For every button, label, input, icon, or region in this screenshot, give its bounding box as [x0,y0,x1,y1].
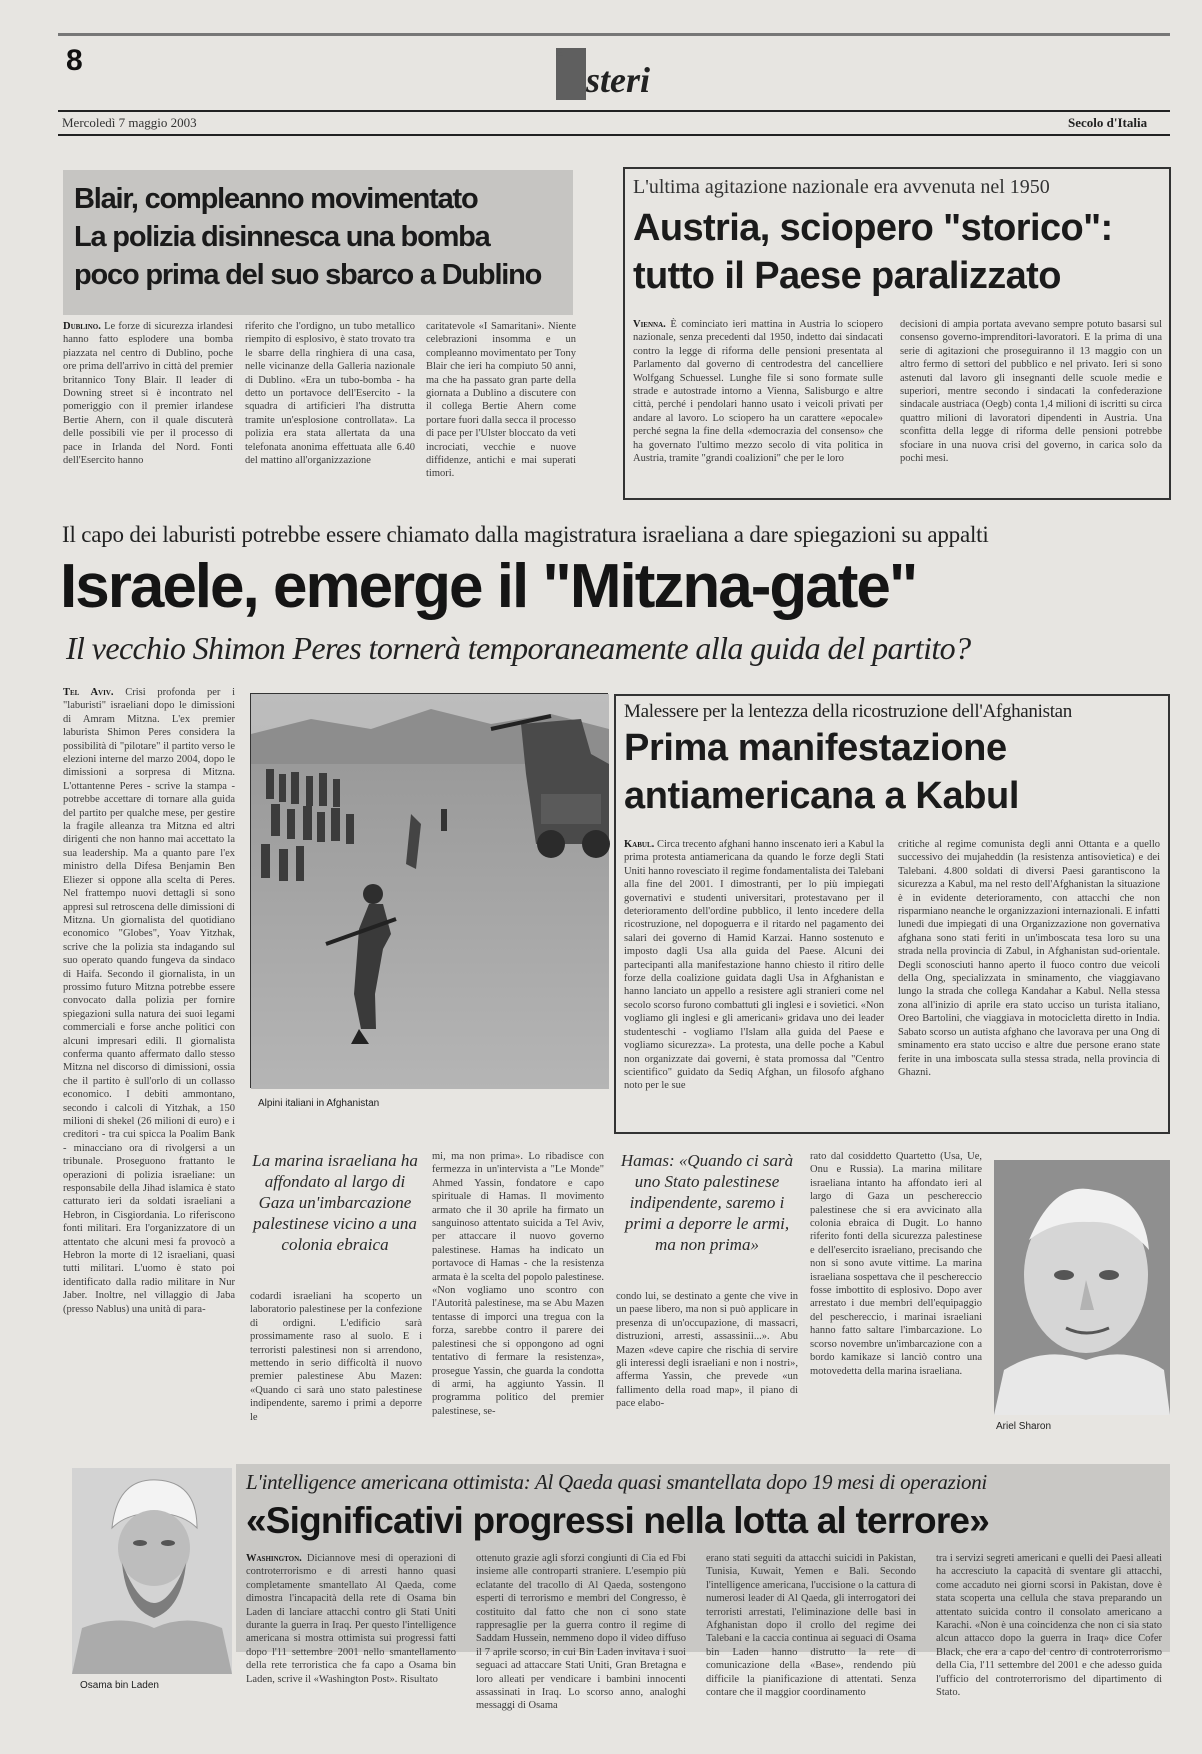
alpini-photo [250,693,608,1088]
austria-kicker: L'ultima agitazione nazionale era avvenuta nel 1950 [633,176,1050,198]
hamas-column-2 [810,1150,982,1438]
austria-body-1: È cominciato ieri mattina in Austria lo sciopero nazionale, senza precedenti dal 1950, indetto dai sindacati contro la legge di riforma delle pensioni presentata al Parlamento dal governo di centrodestra del cancelliere Wolfgang Schuessel. Lunghe file si sono formate sulle strade e autostrade intorno a Vienna, Salisburgo e altre città, perché i pendolari hanno usato i veicoli privati per andare al lavoro. Lo sciopero ha un carattere «epocale» perché segna la fine della «democrazia del consenso» che ha governato l'ultimo mezzo secolo di vita politica in Austria, tramite "grandi coalizioni" che per le loro [633,319,883,465]
blair-headline [74,180,541,294]
gaza-body-2: mi, ma non prima». Lo ribadisce con fermezza in un'intervista a "Le Monde" Ahmed Yassin, fondatore e capo spirituale di Hamas. Il movimento armato che il 30 aprile ha firmato un sanguinoso attentato suicida a Tel Aviv, per attaccare il nuovo governo palestinese. Hamas ha indicato un portavoce di Hamas - che la resistenza armata è la scelta del popolo palestinese. «Non vogliamo uno scontro con l'Autorità palestinese, ma se Abu Mazen tentasse di imporci una tregua con la forza, sarebbe contro il parere dei palestinesi che si oppongono ad ogni tentativo di fermare la resistenza», prosegue Yassin, che guarda la condotta di armi, ha aggiunto Yassin. Il programma politico del premier palestinese, se- [432,1151,604,1417]
israel-column [63,686,235,1438]
blair-column-2 [245,320,415,488]
austria-column-1 [633,318,883,493]
israel-kicker: Il capo dei laburisti potrebbe essere chiamato dalla magistratura israeliana a dare spiegazioni su appalti [62,522,989,547]
page-number: 8 [66,44,83,77]
kabul-column-2 [898,838,1160,1126]
osama-caption: Osama bin Laden [80,1680,159,1691]
israel-dateline: Tel Aviv. [63,687,114,698]
qaeda-kicker: L'intelligence americana ottimista: Al Qaeda quasi smantellata dopo 19 mesi di operazioni [246,1470,987,1494]
qaeda-dateline: Washington. [246,1553,302,1564]
blair-column-3 [426,320,576,488]
qaeda-headline: «Significativi progressi nella lotta al terrore» [246,1500,989,1541]
section-logo-name: steri [586,60,651,100]
hamas-body-2: rato dal cosiddetto Quartetto (Usa, Ue, Onu e Russia). La marina militare israeliana intanto ha affondato ieri al largo di Gaza un peschereccio palestinese che si era avvicinato alla colonia ebraica di Dugit. Lo hanno riferito fonti della sicurezza palestinese e dell'esercito israeliano, precisando che non si sono avute vittime. La marina israeliana sospettava che il peschereccio fosse imbottito di esplosivo. Dopo aver arrestato i due membri dell'equipaggio del peschereccio, i marinai israeliani hanno fatto saltare l'imbarcazione. Lo scorso novembre un'imbarcazione con a bordo kamikaze si lanciò contro una motovedetta della marina israeliana. [810,1151,982,1377]
austria-body-2: decisioni di ampia portata avevano sempre potuto basarsi sul consenso governo-imprenditori-lavoratori. E la prima di una serie di agitazioni che proseguiranno il 13 maggio con un altro fermo di settori del pubblico e nel privato. Ieri si sono astenuti dal lavoro gli insegnanti delle scuole medie e superiori, mentre secondo i sindacati la confederazione sindacale austriaca (Oegb) conta 1,4 milioni di iscritti su circa quattro milioni di lavoratori dipendenti in Austria. Una sconfitta della legge di riforma delle pensioni potrebbe sfociare in una nuova crisi del governo, in carica solo da pochi mesi. [900,319,1162,465]
hamas-column-1 [616,1290,798,1438]
blair-body-3: caritatevole «I Samaritani». Niente celebrazioni insomma e un compleanno movimentato per Tony Blair che ieri ha compiuto 50 anni, ma che ha passato gran parte della giornata a Dublino a discutere con il collega Bertie Ahern come portare fuori dalla secca il processo di pace per l'Ulster bloccato da veti incrociati, vecchie e nuove diffidenze, antichi e mai superati timori. [426,321,576,480]
qaeda-column-4 [936,1552,1162,1699]
blair-headline-line3: poco prima del suo sbarco a Dublino [74,259,542,291]
osama-photo-image [72,1468,232,1674]
hamas-body-1: condo lui, se destinato a gente che vive in un paese libero, ma non si può applicare in presenza di un'occupazione, di massacri, distruzioni, arresti, assassinii...». Abu Mazen «deve capire che rischia di servire gli interessi degli israeliani e non i nostri», afferma Yassin, che prevede «un fallimento della road map», il piano di pace elabo- [616,1291,798,1410]
blair-headline-line1: Blair, compleanno movimentato [74,183,478,215]
osama-photo [72,1468,232,1674]
kabul-dateline: Kabul. [624,839,655,850]
section-logo [556,48,650,106]
israel-body: Crisi profonda per i "laburisti" israeliani dopo le dimissioni di Amram Mitzna. L'ex premier laburista Shimon Peres considera la possibilità di "pilotare" il partito verso le elezioni interne del marzo 2004, dopo le dimissioni a sorpresa di Mitzna. L'ottantenne Peres - scrive la stampa - potrebbe accettare di tornare alla guida del partito per qualche mese, per gestire la fragile alleanza tra Mitzna ed altri dirigenti che non hanno mai accettato la sua leadership. Ma a quanto pare l'ex ministro della Difesa Benjamin Ben Eliezer si oppone alla scelta di Peres. Nel frattempo nuovi dettagli si sono appresi sul retroscena delle dimissioni di Mitzna. Un giornalista del quotidiano economico "Globes", Yoav Yitzhak, scrive che la polizia sta indagando sul suo operato quando fungeva da sindaco di Haifa. Secondo il giornalista, in un prossimo futuro Mitzna potrebbe essere convocato dalla polizia per fornire spiegazioni sulla natura dei suoi legami commerciali e forse anche politici con alcuni impresari edili. Il giornalista conferma quanto affermato dallo stesso Mitzna nel discorso di dimissioni, ossia che il partito è sull'orlo di un collasso economico. I debiti ammontano, secondo i calcoli di Yitzhak, a 150 milioni di shekel (26 milioni di euro) e i creditori - tra cui spicca la Poalim Bank - minacciano ora di rivolgersi a un tribunale. Proseguono frattanto le operazioni di polizia israeliane: un responsabile della Jihad islamica è stato catturato ieri da soldati israeliani a Hebron, in Cisgiordania. Lo riferiscono fonti militari. Era l'organizzatore di un attentato che alcuni mesi fa provocò a Hebron la morte di 12 israeliani, quasi tutti militari. L'uomo è stato poi identificato dalla radio militare in Nur Jaber. Inoltre, nel villaggio di Jaba (presso Nablus) una unità di para- [63,687,236,1315]
kabul-headline [624,724,1019,820]
kabul-headline-line1: Prima manifestazione [624,727,1007,769]
blair-headline-line2: La polizia disinnesca una bomba [74,221,490,253]
hamas-pull-quote: Hamas: «Quando ci sarà uno Stato palestinese indipendente, saremo i primi a deporre le armi, ma non prima» [620,1151,794,1254]
sharon-photo-image [994,1160,1170,1415]
qaeda-column-3 [706,1552,916,1699]
paper-name: Secolo d'Italia [1068,115,1148,130]
gaza-column-2 [432,1150,604,1438]
gaza-pull-quote: La marina israeliana ha affondato al largo di Gaza un'imbarcazione palestinese vicino a una colonia ebraica [252,1151,418,1254]
kabul-body-1: Circa trecento afghani hanno inscenato ieri a Kabul la prima protesta antiamericana da quando le forze degli Stati Uniti hanno rovesciato il regime fondamentalista dei Talebani alla fine del 2001. I dimostranti, per lo più impiegati governativi e studenti universitari, protestavano per il deterioramento dell'ordine pubblico, il lento incedere della ricostruzione, nel dopoguerra e il ritardo nel pagamento dei salari dei governo di Hamid Karzai. Hanno sostenuto e imposto dagli Usa alla guida del Paese. Alcuni dei partecipanti alla manifestazione hanno chiesto il ritiro delle forze della coalizione guidata dagli Usa in Afghanistan e hanno lanciato un appello a resistere agli stranieri come nel secolo scorso furono combattuti gli inglesi e i sovietici. «Non vogliamo gli inglesi e gli americani» gridava uno dei leader studenteschi - vogliamo l'Islam alla guida del Paese e vogliamo sicurezza». La protesta, una delle poche a Kabul non organizzate dai governi, è stata promossa dal "Centro scientifico" guidato da Sediq Afghan, un filosofo afghano noto per le sue [624,839,884,1092]
kabul-column-1 [624,838,884,1126]
qaeda-body-2: ottenuto grazie agli sforzi congiunti di Cia ed Fbi insieme alle controparti straniere. L'esempio più eclatante del tracollo di Al Qaeda, sostengono esperti di terrorismo e membri del Congresso, è costituito dal fatto che non ci sono state rappresaglie per la guerra contro il regime di Saddam Hussein, nemmeno dopo il video diffuso il 7 aprile scorso, in cui Bin Laden invitava i suoi seguaci ad attaccare Stati Uniti, Gran Bretagna e loro alleati per vendicare i bambini innocenti assassinati in Iraq. Lo scorso anno, analoghi messaggi di Osama [476,1553,686,1712]
qaeda-body-1: Diciannove mesi di operazioni di controterrorismo e di arresti hanno quasi completamente smantellato Al Qaeda, come dimostra l'incapacità della rete di Osama bin Laden di lanciare attacchi contro gli Stati Uniti durante la guerra in Iraq. Per questo l'intelligence americana si mostra ottimista sui progressi fatti dopo l'11 settembre 2001 nello smantellamento della rete terroristica che fa capo a Osama bin Laden, scrive il «Washington Post». Risultato [246,1553,456,1685]
alpini-photo-image [251,694,609,1089]
austria-column-2 [900,318,1162,493]
masthead-rule-top [58,110,1170,112]
qaeda-body-4: tra i servizi segreti americani e quelli dei Paesi alleati ha accresciuto la capacità di sventare gli attacchi, come accaduto nei giorni scorsi in Pakistan, dove è stata scoperta una cellula che stava preparando un attentato suicida contro il consolato americano a Karachi. «Non è una coincidenza che non ci sia stato alcun attacco dopo la guerra in Iraq» dice Cofer Black, che era a capo del centro di controterrorismo della Cia, l'11 settembre del 2001 e che adesso guida l'ufficio del controterrorismo del dipartimento di Stato. [936,1553,1162,1699]
blair-body-2: riferito che l'ordigno, un tubo metallico riempito di esplosivo, è stato trovato tra le sbarre della ringhiera di una casa, nelle vicinanze della Galleria nazionale di Dublino. «Era un tubo-bomba - ha detto un portavoce dell'Esercito - la squadra di artificieri l'ha distrutta tramite un'esplosione controllata». La polizia era stata allertata da una telefonata anonima effettuata alle 6.40 del mattino all'organizzazione [245,321,415,467]
qaeda-column-2 [476,1552,686,1712]
qaeda-column-1 [246,1552,456,1685]
qaeda-body-3: erano stati seguiti da attacchi suicidi in Pakistan, Tunisia, Kuwait, Yemen e Bali. Secondo l'intelligence americana, l'uccisione o la cattura di numerosi leader di Al Qaeda, gli interrogatori dei terroristi arrestati, l'eliminazione delle basi in Afghanistan dopo il crollo del regime dei Talebani e la caccia continua ai seguaci di Osama bin Laden hanno distrutto la rete di comunicazione della «Base», rendendo più difficile la pianificazione di attentati. Senza contare che il maggior coordinamento [706,1553,916,1699]
sharon-caption: Ariel Sharon [996,1421,1052,1432]
issue-date: Mercoledì 7 maggio 2003 [62,115,197,130]
kabul-body-2: critiche al regime comunista degli anni Ottanta e a quello successivo dei mujaheddin (la resistenza antisovietica) e dei Talebani. 4.800 soldati di diversi Paesi garantiscono la sicurezza a Kabul, ma nel resto dell'Afghanistan la situazione è in evidente deterioramento, con attacchi che non risparmiano neanche le organizzazioni internazionali. E infatti lunedì due impiegati di una Organizzazione non governativa afghana sono stati feriti in un'imboscata tesa loro su una strada nella provincia di Zabul, in Afghanistan sud-orientale. Degli sconosciuti hanno aperto il fuoco contro due veicoli della Ong, specializzata in sminamento, che viaggiavano lungo la strada che collega Kandahar a Kabul. Nella stessa zona all'inizio di aprile era stato ucciso un turista italiano, Oreo Bartolini, che viaggiava in motocicletta diretto in India. Sabato scorso un autista afghano che lavorava per una Ong di sminamento era stato ucciso e altre due persone erano state ferite in una imboscata sulla stessa strada, nella provincia di Ghazni. [898,839,1160,1078]
masthead-rule-bottom [58,134,1170,136]
austria-headline-line1: Austria, sciopero "storico": [633,207,1113,249]
austria-headline [633,204,1113,300]
section-logo-initial: E [556,48,586,100]
blair-column-1 [63,320,233,488]
top-rule [58,33,1170,36]
alpini-caption: Alpini italiani in Afghanistan [258,1098,380,1109]
gaza-column-1 [250,1290,422,1438]
austria-dateline: Vienna. [633,319,666,330]
austria-headline-line2: tutto il Paese paralizzato [633,255,1061,297]
sharon-photo [994,1160,1170,1415]
israel-headline: Israele, emerge il "Mitzna-gate" [60,552,917,621]
gaza-body-1: codardi israeliani ha scoperto un laboratorio palestinese per la confezione di ordigni. L'edificio sarà prossimamente raso al suolo. E i terroristi palestinesi non si arrendono, mettendo in serio difficoltà il nuovo premier palestinese Abu Mazen: «Quando ci sarà uno stato palestinese indipendente, saremo i primi a deporre le [250,1291,422,1423]
kabul-kicker: Malessere per la lentezza della ricostruzione dell'Afghanistan [624,701,1073,722]
kabul-headline-line2: antiamericana a Kabul [624,775,1019,817]
israel-subtitle: Il vecchio Shimon Peres tornerà temporaneamente alla guida del partito? [66,630,971,666]
blair-dateline: Dublino. [63,321,101,332]
blair-body-1: Le forze di sicurezza irlandesi hanno fatto esplodere una bomba piazzata nel centro di Dublino, poche ore prima dell'arrivo in città del premier britannico Tony Blair. Il leader di Downing street si è incontrato nel pomeriggio con il premier irlandese Bertie Ahern, con il quale discuterà delle possibili vie per il processo di pace in Irlanda del Nord. Fonti dell'Esercito hanno [63,321,234,467]
